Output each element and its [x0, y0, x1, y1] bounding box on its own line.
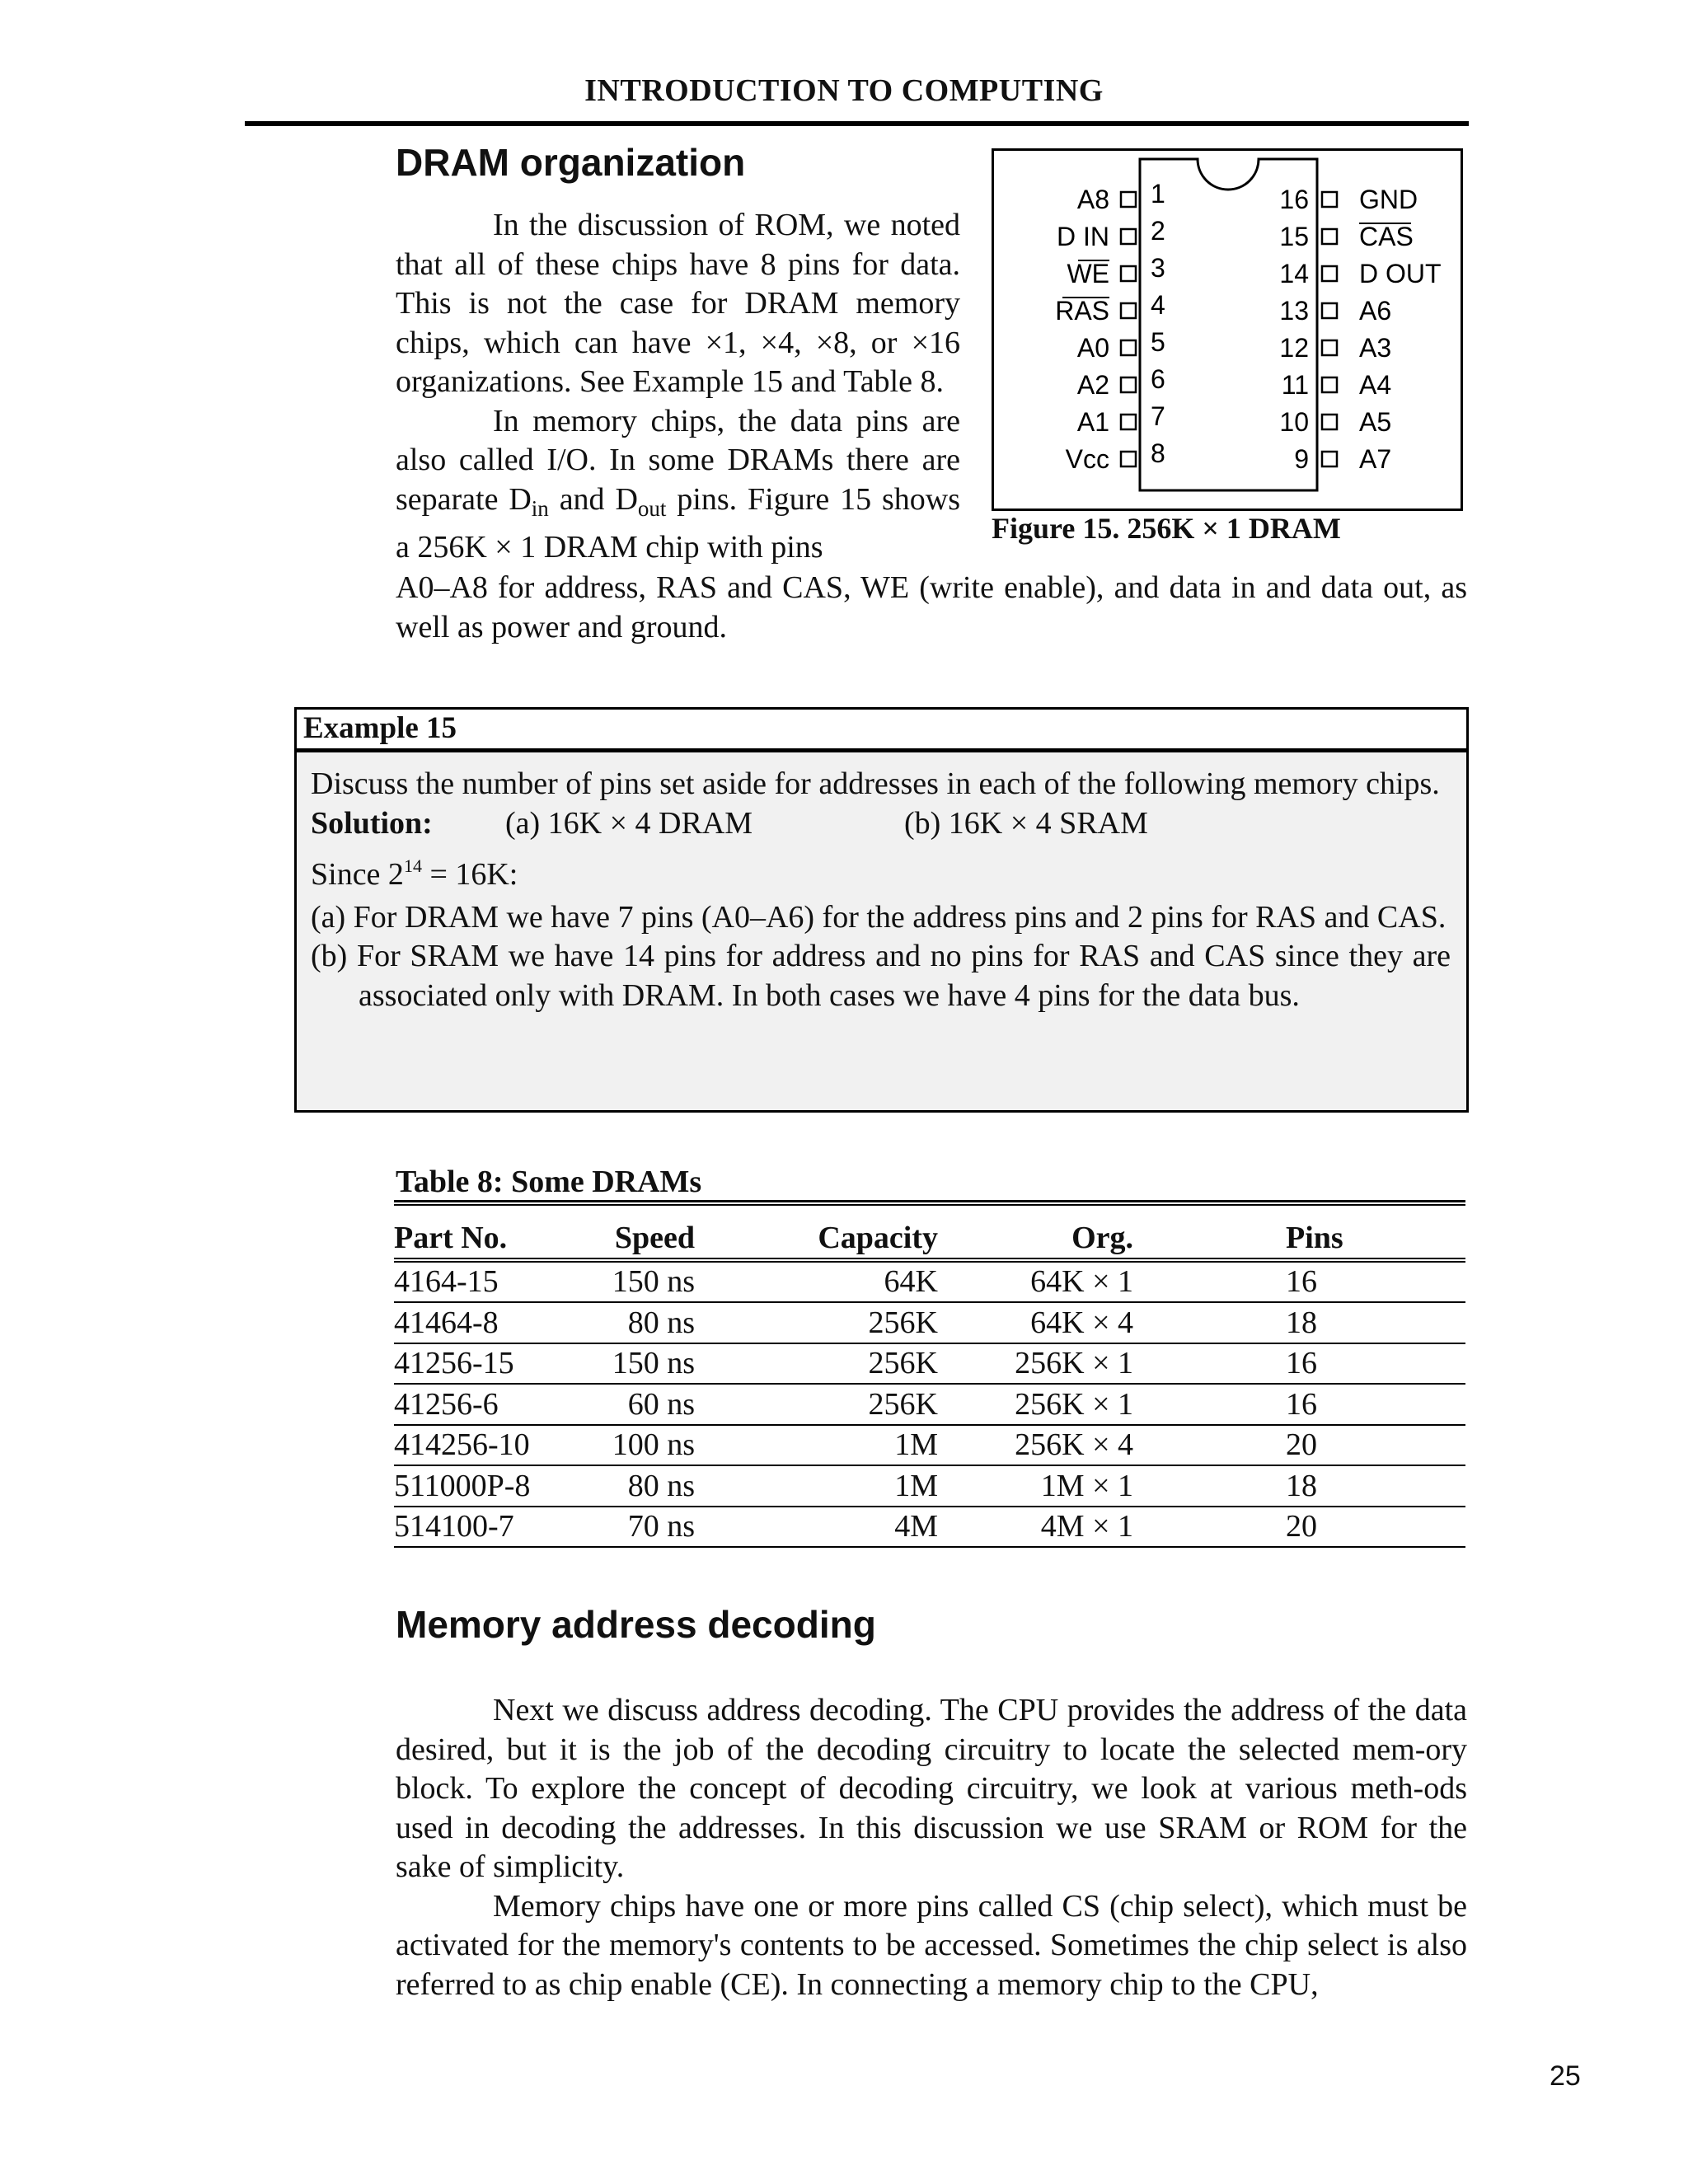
pin-pad — [1322, 340, 1337, 355]
decoding-paragraph-2: Memory chips have one or more pins called CS (chip select), which must be activated for the memory's contents to be accessed. Sometimes the chip select is also referred to as chip enable (CE). In connecting a memory chip to the CPU, — [396, 1888, 1467, 2002]
cell-part: 414256-10 — [394, 1425, 600, 1466]
solution-answer-b: (b) For SRAM we have 14 pins for address and no pins for RAS and CAS since they are associated only with DRAM. In both cases we have 4 pins for the data bus. — [311, 939, 1451, 1013]
pin-pad — [1121, 303, 1136, 318]
pin-number: 14 — [1279, 259, 1309, 288]
pin-pad — [1121, 377, 1136, 392]
pin-pad — [1322, 266, 1337, 281]
pin-number: 1 — [1151, 179, 1165, 209]
table-row — [394, 1425, 1465, 1466]
figure-caption: Figure 15. 256K × 1 DRAM — [992, 512, 1341, 545]
cell-capacity: 256K — [695, 1302, 938, 1343]
page-number: 25 — [1550, 2060, 1581, 2092]
cell-pins: 20 — [1286, 1507, 1465, 1548]
cell-speed: 100 ns — [600, 1425, 695, 1466]
cell-speed: 60 ns — [600, 1384, 695, 1425]
pin-label: GND — [1359, 185, 1418, 214]
cell-org: 64K × 1 — [938, 1260, 1133, 1303]
pin-label: A6 — [1359, 296, 1392, 326]
pin-label: WE — [1067, 259, 1109, 288]
pin-label: RAS — [1055, 296, 1109, 326]
cell-speed: 150 ns — [600, 1260, 695, 1303]
pin-number: 2 — [1151, 216, 1165, 246]
table-title: Table 8: Some DRAMs — [396, 1165, 702, 1199]
pin-pad — [1121, 192, 1136, 207]
solution-answer-a: (a) For DRAM we have 7 pins (A0–A6) for the address pins and 2 pins for RAS and CAS. — [311, 899, 1447, 935]
pin-label: D OUT — [1359, 259, 1442, 288]
pin-pad — [1322, 192, 1337, 207]
pin-pad — [1322, 452, 1337, 466]
pin-label: Vcc — [1065, 444, 1109, 474]
example-option-a: (a) 16K × 4 DRAM — [505, 805, 753, 841]
cell-pins: 16 — [1286, 1343, 1465, 1385]
cell-org: 64K × 4 — [938, 1302, 1133, 1343]
cell-pins: 20 — [1286, 1425, 1465, 1466]
pin-pad — [1121, 415, 1136, 429]
table-top-rule — [394, 1200, 1465, 1206]
table-row — [394, 1343, 1465, 1385]
pin-label: A4 — [1359, 370, 1392, 400]
cell-speed: 80 ns — [600, 1465, 695, 1507]
dram-org-paragraph-2-continued: A0–A8 for address, RAS and CAS, WE (write enable), and data in and data out, as well as power and ground. — [396, 570, 1467, 644]
pin-number: 5 — [1151, 327, 1165, 357]
dram-table — [394, 1218, 1465, 1548]
cell-pins: 16 — [1286, 1384, 1465, 1425]
col-header-pins: Pins — [1286, 1218, 1465, 1260]
dram-org-paragraph-2: In memory chips, the data pins are also called I/O. In some DRAMs there are separate $D_{in}$ and $D_{out}$ pins. Figure 15 shows a 256K × 1 DRAM chip with pins — [396, 403, 961, 565]
example-title: Example 15 — [303, 711, 457, 745]
col-header-capacity: Capacity — [695, 1218, 938, 1260]
pin-number: 16 — [1279, 185, 1309, 214]
pin-pad — [1121, 452, 1136, 466]
solution-since: Since $2^{14} = 16K$: — [311, 855, 518, 892]
cell-org: 256K × 4 — [938, 1425, 1133, 1466]
section-heading-dram-organization: DRAM organization — [396, 141, 746, 184]
cell-speed: 150 ns — [600, 1343, 695, 1385]
example-question: Discuss the number of pins set aside for addresses in each of the following memory chips. — [311, 766, 1440, 801]
pin-number: 10 — [1279, 407, 1309, 437]
pin-number: 3 — [1151, 253, 1165, 283]
decoding-paragraphs — [396, 1691, 1467, 2004]
pin-number: 7 — [1151, 401, 1165, 431]
pin-label: A1 — [1076, 407, 1109, 437]
cell-capacity: 1M — [695, 1465, 938, 1507]
pin-label: A8 — [1076, 185, 1109, 214]
section-heading-memory-address-decoding: Memory address decoding — [396, 1603, 876, 1646]
cell-speed: 70 ns — [600, 1507, 695, 1548]
table-row — [394, 1260, 1465, 1303]
dram-chip-pinout-diagram — [992, 148, 1463, 511]
pin-number: 8 — [1151, 438, 1165, 468]
cell-pins: 18 — [1286, 1465, 1465, 1507]
example-option-b: (b) 16K × 4 SRAM — [904, 805, 1148, 841]
decoding-paragraph-1: Next we discuss address decoding. The CPU provides the address of the data desired, but it is the job of the decoding circuitry to locate the selected mem-ory block. To explore the concept of decoding circuitry, we look at various meth-ods used in decoding the addresses. In this discussion we use SRAM or ROM for the sake of simplicity. — [396, 1693, 1467, 1884]
dram-org-paragraphs — [396, 206, 960, 568]
pin-pad — [1322, 229, 1337, 244]
example-header-bar — [297, 710, 1466, 752]
cell-capacity: 1M — [695, 1425, 938, 1466]
pin-pad — [1121, 266, 1136, 281]
dram-org-paragraph-1: In the discussion of ROM, we noted that all of these chips have 8 pins for data. This is not the case for DRAM memory chips, which can have ×1, ×4, ×8, or ×16 organizations. See Example 15 and Table 8. — [396, 208, 960, 399]
pin-number: 11 — [1281, 370, 1309, 400]
pin-number: 9 — [1294, 444, 1309, 474]
pin-pad — [1322, 415, 1337, 429]
solution-label: Solution: — [311, 805, 433, 841]
col-header-part: Part No. — [394, 1218, 600, 1260]
pin-label: A5 — [1359, 407, 1392, 437]
cell-part: 41256-6 — [394, 1384, 600, 1425]
cell-speed: 80 ns — [600, 1302, 695, 1343]
pin-label: A2 — [1076, 370, 1109, 400]
pin-pad — [1322, 303, 1337, 318]
cell-org: 4M × 1 — [938, 1507, 1133, 1548]
pin-number: 15 — [1279, 222, 1309, 251]
cell-pins: 18 — [1286, 1302, 1465, 1343]
pin-label: D IN — [1057, 222, 1109, 251]
col-header-org: Org. — [938, 1218, 1133, 1260]
cell-part: 514100-7 — [394, 1507, 600, 1548]
header-rule — [245, 121, 1469, 126]
pin-number: 4 — [1151, 290, 1165, 320]
pin-label: A0 — [1076, 333, 1109, 363]
cell-capacity: 256K — [695, 1343, 938, 1385]
cell-part: 41464-8 — [394, 1302, 600, 1343]
cell-org: 256K × 1 — [938, 1343, 1133, 1385]
pin-pad — [1121, 229, 1136, 244]
cell-capacity: 4M — [695, 1507, 938, 1548]
table-row — [394, 1507, 1465, 1548]
pin-number: 6 — [1151, 364, 1165, 394]
pin-label: A3 — [1359, 333, 1392, 363]
pin-pad — [1322, 377, 1337, 392]
pin-number: 13 — [1279, 296, 1309, 326]
cell-part: 511000P-8 — [394, 1465, 600, 1507]
cell-org: 1M × 1 — [938, 1465, 1133, 1507]
cell-part: 41256-15 — [394, 1343, 600, 1385]
cell-pins: 16 — [1286, 1260, 1465, 1303]
pin-label: A7 — [1359, 444, 1392, 474]
running-header: INTRODUCTION TO COMPUTING — [584, 73, 1104, 108]
cell-part: 4164-15 — [394, 1260, 600, 1303]
table-row — [394, 1302, 1465, 1343]
cell-org: 256K × 1 — [938, 1384, 1133, 1425]
pin-pad — [1121, 340, 1136, 355]
table-header-row — [394, 1218, 1465, 1260]
cell-capacity: 256K — [695, 1384, 938, 1425]
pin-number: 12 — [1279, 333, 1309, 363]
pin-label: CAS — [1359, 222, 1414, 251]
col-header-speed: Speed — [600, 1218, 695, 1260]
example-body — [311, 765, 1451, 1015]
table-row — [394, 1384, 1465, 1425]
table-row — [394, 1465, 1465, 1507]
cell-capacity: 64K — [695, 1260, 938, 1303]
